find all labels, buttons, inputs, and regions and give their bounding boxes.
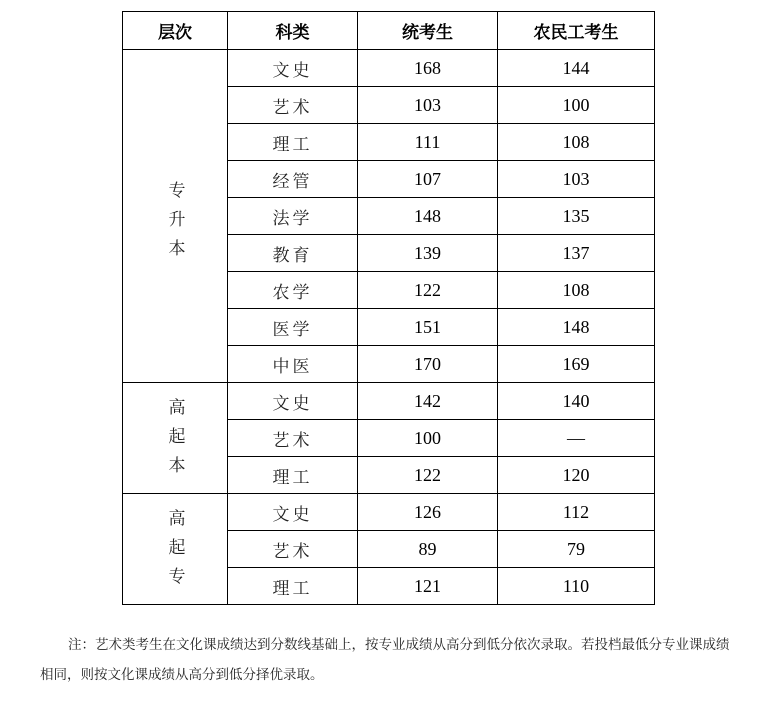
category-cell: 理工 bbox=[228, 124, 358, 161]
category-cell: 农学 bbox=[228, 272, 358, 309]
worker-score-cell: 135 bbox=[498, 198, 655, 235]
footnote: 注：艺术类考生在文化课成绩达到分数线基础上，按专业成绩从高分到低分依次录取。若投档最低分专业课成绩相同，则按文化课成绩从高分到低分择优录取。 bbox=[40, 637, 730, 683]
category-cell: 中医 bbox=[228, 346, 358, 383]
unified-score-cell: 89 bbox=[358, 531, 498, 568]
category-cell: 艺术 bbox=[228, 420, 358, 457]
worker-score-cell: 144 bbox=[498, 50, 655, 87]
category-cell: 经管 bbox=[228, 161, 358, 198]
worker-score-cell: 140 bbox=[498, 383, 655, 420]
worker-score-cell: 110 bbox=[498, 568, 655, 605]
score-table bbox=[122, 11, 655, 605]
header-unified: 统考生 bbox=[358, 12, 498, 50]
level-label: 高起专 bbox=[164, 509, 185, 596]
category-cell: 理工 bbox=[228, 568, 358, 605]
worker-score-cell: 169 bbox=[498, 346, 655, 383]
table-header-row bbox=[123, 12, 655, 50]
worker-score-cell: 120 bbox=[498, 457, 655, 494]
table-row bbox=[123, 494, 655, 531]
unified-score-cell: 121 bbox=[358, 568, 498, 605]
unified-score-cell: 100 bbox=[358, 420, 498, 457]
header-category: 科类 bbox=[228, 12, 358, 50]
header-worker: 农民工考生 bbox=[498, 12, 655, 50]
category-cell: 文史 bbox=[228, 494, 358, 531]
category-cell: 艺术 bbox=[228, 87, 358, 124]
unified-score-cell: 111 bbox=[358, 124, 498, 161]
category-cell: 艺术 bbox=[228, 531, 358, 568]
level-label: 高起本 bbox=[164, 398, 185, 485]
unified-score-cell: 122 bbox=[358, 272, 498, 309]
worker-score-cell: 108 bbox=[498, 272, 655, 309]
level-label: 专升本 bbox=[164, 181, 185, 268]
header-level: 层次 bbox=[123, 12, 228, 50]
category-cell: 文史 bbox=[228, 383, 358, 420]
unified-score-cell: 170 bbox=[358, 346, 498, 383]
unified-score-cell: 122 bbox=[358, 457, 498, 494]
worker-score-cell: 148 bbox=[498, 309, 655, 346]
category-cell: 法学 bbox=[228, 198, 358, 235]
unified-score-cell: 142 bbox=[358, 383, 498, 420]
level-cell bbox=[123, 383, 228, 494]
table-row bbox=[123, 383, 655, 420]
worker-score-cell: 79 bbox=[498, 531, 655, 568]
category-cell: 理工 bbox=[228, 457, 358, 494]
unified-score-cell: 148 bbox=[358, 198, 498, 235]
unified-score-cell: 139 bbox=[358, 235, 498, 272]
worker-score-cell: 100 bbox=[498, 87, 655, 124]
worker-score-cell: 137 bbox=[498, 235, 655, 272]
worker-score-cell: — bbox=[498, 420, 655, 457]
category-cell: 教育 bbox=[228, 235, 358, 272]
worker-score-cell: 112 bbox=[498, 494, 655, 531]
level-cell bbox=[123, 50, 228, 383]
worker-score-cell: 108 bbox=[498, 124, 655, 161]
unified-score-cell: 126 bbox=[358, 494, 498, 531]
table-body bbox=[123, 50, 655, 605]
unified-score-cell: 107 bbox=[358, 161, 498, 198]
unified-score-cell: 151 bbox=[358, 309, 498, 346]
table-row bbox=[123, 50, 655, 87]
level-cell bbox=[123, 494, 228, 605]
unified-score-cell: 168 bbox=[358, 50, 498, 87]
category-cell: 医学 bbox=[228, 309, 358, 346]
category-cell: 文史 bbox=[228, 50, 358, 87]
worker-score-cell: 103 bbox=[498, 161, 655, 198]
unified-score-cell: 103 bbox=[358, 87, 498, 124]
